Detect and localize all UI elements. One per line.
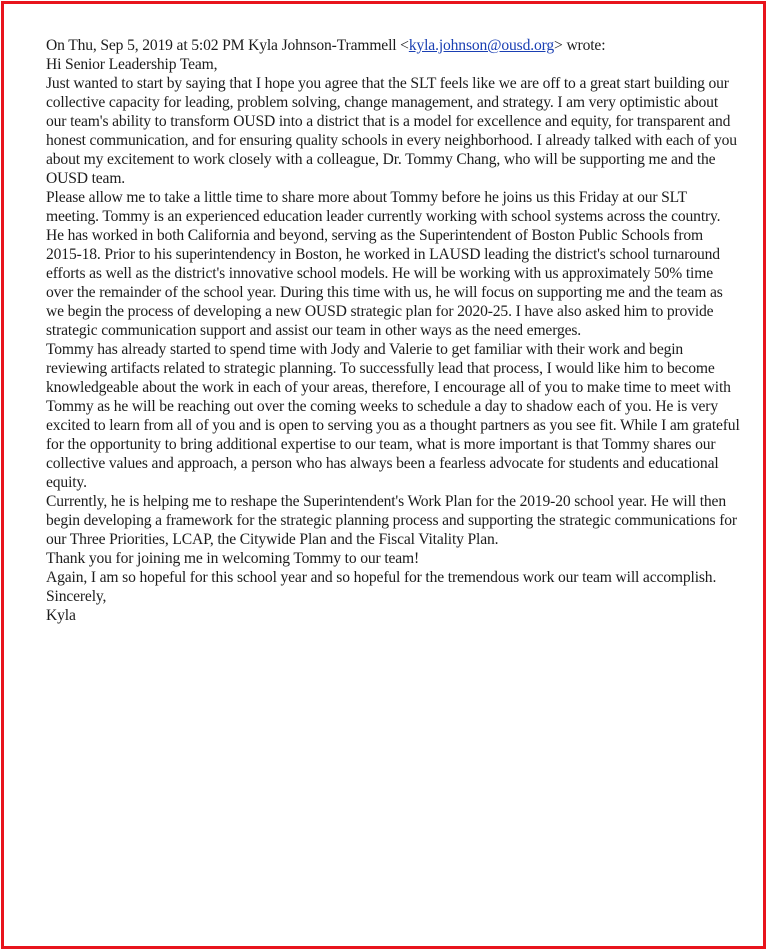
sender-email-link[interactable]: kyla.johnson@ousd.org: [408, 37, 555, 54]
paragraph-intro: Just wanted to start by saying that I hope you agree that the SLT feels like we are off to a great start building our collective capacity for leading, problem solving, change management, and strategy. I am very optimistic about our team's ability to transform OUSD into a district that is a model for excellence and equity, for transparent and honest communication, and for ensuring quality schools in every neighborhood. I already talked with each of you about my excitement to work closely with a colleague, Dr. Tommy Chang, who will be supporting me and the OUSD team.: [46, 75, 737, 187]
closing: Sincerely,: [46, 588, 107, 605]
paragraph-hopeful: Again, I am so hopeful for this school year and so hopeful for the tremendous work our team will accomplish.: [46, 569, 717, 586]
paragraph-about-tommy: Please allow me to take a little time to share more about Tommy before he joins us this Friday at our SLT meeting. Tommy is an experienced education leader currently working with school systems across the country. He has worked in both California and beyond, serving as the Superintendent of Boston Public Schools from 2015-18. Prior to his superintendency in Boston, he worked in LAUSD leading the district's school turnaround efforts as well as the district's innovative school models. He will be working with us approximately 50% time over the remainder of the school year. During this time with us, he will focus on supporting me and the team as we begin the process of developing a new OUSD strategic plan for 2020-25. I have also asked him to provide strategic communication support and assist our team in other ways as the need emerges.: [46, 189, 723, 339]
red-highlight-frame: [1, 1, 766, 949]
paragraph-welcome: Thank you for joining me in welcoming Tommy to our team!: [46, 550, 420, 567]
quote-header-prefix: On Thu, Sep 5, 2019 at 5:02 PM Kyla Johnson-Trammell <: [46, 37, 409, 54]
quote-header-suffix: > wrote:: [554, 37, 606, 54]
greeting: Hi Senior Leadership Team,: [46, 56, 218, 73]
paragraph-work-plan: Currently, he is helping me to reshape the Superintendent's Work Plan for the 2019-20 school year. He will then begin developing a framework for the strategic planning process and supporting the strategic communications for our Three Priorities, LCAP, the Citywide Plan and the Fiscal Vitality Plan.: [46, 493, 737, 548]
paragraph-strategic-planning: Tommy has already started to spend time with Jody and Valerie to get familiar with their work and begin reviewing artifacts related to strategic planning. To successfully lead that process, I would like him to become knowledgeable about the work in each of your areas, therefore, I encourage all of you to make time to meet with Tommy as he will be reaching out over the coming weeks to schedule a day to shadow each of you. He is very excited to learn from all of you and is open to serving you as a thought partners as you see fit. While I am grateful for the opportunity to bring additional expertise to our team, what is more important is that Tommy shares our collective values and approach, a person who has always been a fearless advocate for students and educational equity.: [46, 341, 740, 491]
email-quote-header: [46, 36, 742, 55]
signature: Kyla: [46, 607, 76, 624]
email-letter: [46, 36, 742, 625]
